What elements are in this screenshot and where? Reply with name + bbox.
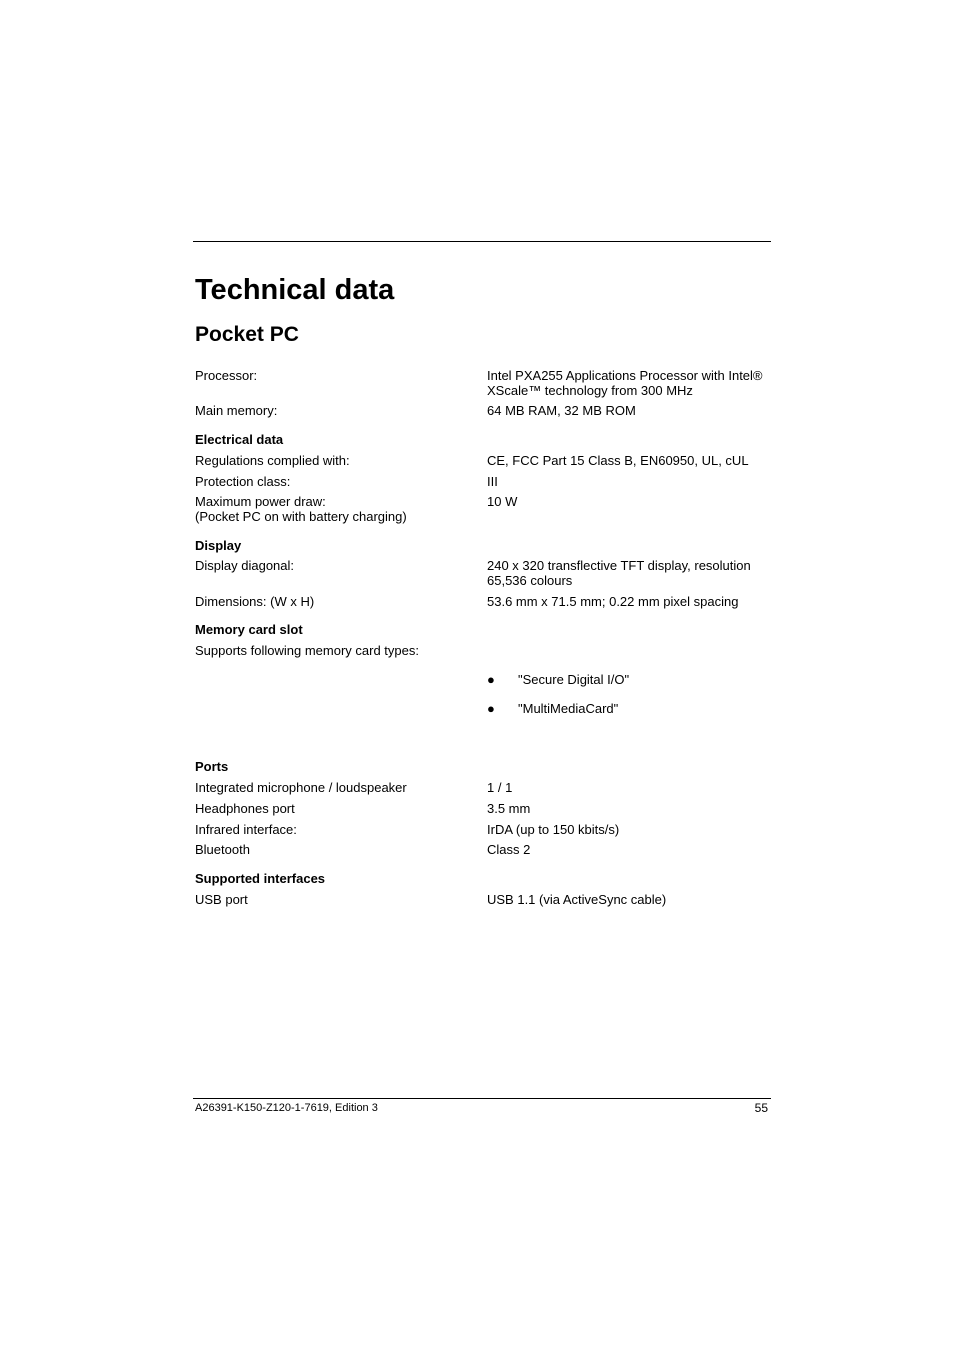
page-title: Technical data [195, 274, 395, 306]
bullet-icon: ● [487, 701, 495, 717]
spec-row-microphone [195, 781, 771, 796]
spec-value: IrDA (up to 150 kbits/s) [487, 821, 620, 837]
heading-ports: Ports [195, 759, 229, 775]
spec-value: 64 MB RAM, 32 MB ROM [487, 403, 636, 419]
list-item [487, 702, 771, 717]
spec-row-power-draw [195, 495, 771, 524]
top-rule [193, 241, 771, 242]
spec-label: Infrared interface: [195, 821, 297, 837]
footer-document-id: A26391-K150-Z120-1-7619, Edition 3 [195, 1102, 378, 1114]
spec-label: Main memory: [195, 403, 278, 419]
spec-label: Dimensions: (W x H) [195, 593, 315, 609]
spec-row-regulations [195, 454, 771, 469]
spec-value: CE, FCC Part 15 Class B, EN60950, UL, cUL [487, 452, 749, 468]
heading-supported-interfaces: Supported interfaces [195, 870, 326, 886]
heading-electrical-data: Electrical data [195, 431, 284, 447]
section-title: Pocket PC [195, 323, 299, 346]
spec-label: Maximum power draw: (Pocket PC on with battery charging) [195, 494, 407, 524]
spec-value [487, 644, 771, 746]
spec-value: 10 W [487, 494, 518, 510]
spec-table [195, 369, 771, 913]
spec-label: USB port [195, 891, 248, 907]
spec-value: III [487, 473, 498, 489]
spec-value: 3.5 mm [487, 800, 531, 816]
footer-rule [193, 1098, 771, 1099]
heading-memory-card-slot: Memory card slot [195, 622, 303, 638]
bullet-icon: ● [487, 672, 495, 688]
spec-value: Class 2 [487, 842, 531, 858]
list-item-text: "MultiMediaCard" [518, 701, 619, 717]
spec-row-display-diagonal [195, 559, 771, 588]
spec-label: Integrated microphone / loudspeaker [195, 779, 407, 795]
spec-row-protection-class [195, 475, 771, 490]
spec-label: Supports following memory card types: [195, 643, 419, 659]
spec-value: 53.6 mm x 71.5 mm; 0.22 mm pixel spacing [487, 593, 739, 609]
memory-card-list [487, 659, 771, 732]
spec-label: Processor: [195, 368, 258, 383]
spec-label: Display diagonal: [195, 558, 295, 574]
spec-label: Regulations complied with: [195, 452, 350, 468]
spec-row-memory-card-types [195, 644, 771, 746]
spec-row-headphones [195, 802, 771, 817]
spec-row-usb [195, 893, 771, 908]
spec-value: 240 x 320 transflective TFT display, resolution 65,536 colours [487, 558, 751, 588]
spec-row-dimensions [195, 595, 771, 610]
spec-value: 1 / 1 [487, 779, 513, 795]
spec-label: Bluetooth [195, 842, 250, 858]
spec-label: Protection class: [195, 473, 291, 489]
spec-value: USB 1.1 (via ActiveSync cable) [487, 891, 667, 907]
spec-row-main-memory [195, 404, 771, 419]
list-item [487, 673, 771, 688]
spec-row-infrared [195, 823, 771, 838]
footer-page-number: 55 [754, 1101, 768, 1115]
spec-row-processor [195, 369, 771, 398]
list-item-text: "Secure Digital I/O" [518, 672, 630, 688]
spec-value: Intel PXA255 Applications Processor with Intel® XScale™ technology from 300 MHz [487, 368, 763, 398]
spec-label: Headphones port [195, 800, 295, 816]
spec-row-bluetooth [195, 843, 771, 858]
heading-display: Display [195, 537, 242, 553]
